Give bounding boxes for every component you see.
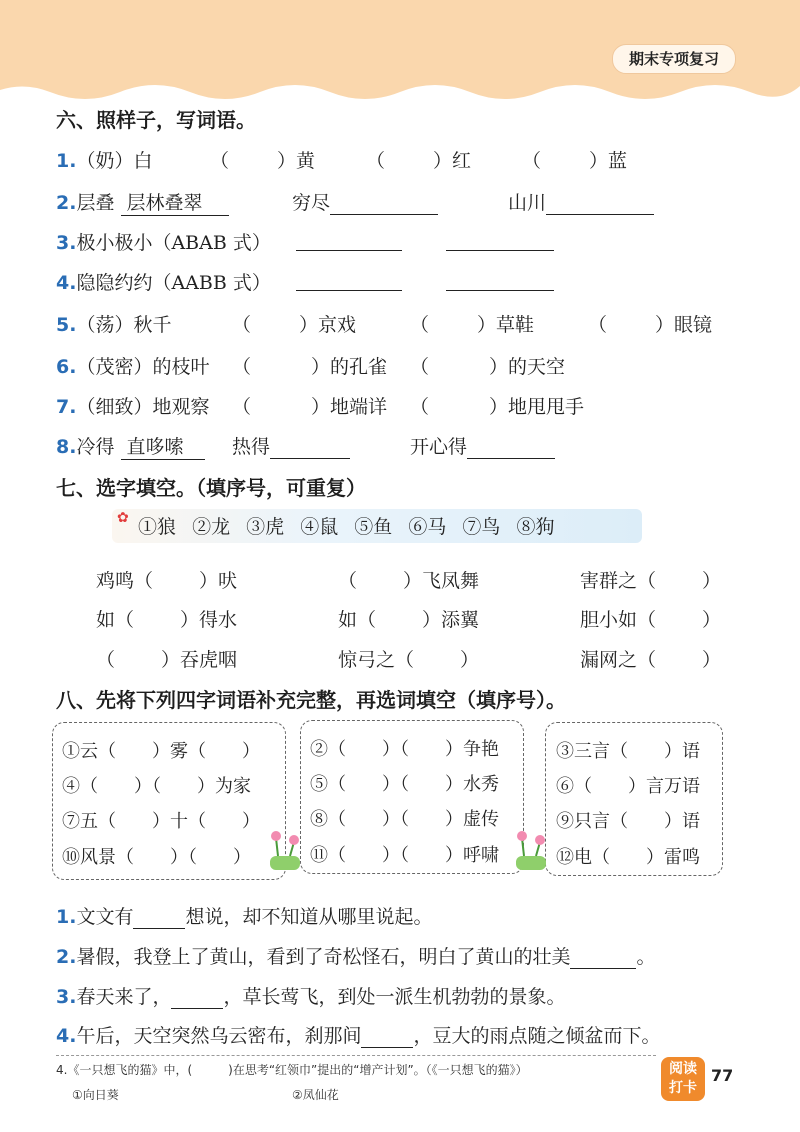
- idiom-item: [338, 605, 479, 632]
- idiom-item: [96, 566, 237, 593]
- idiom-item: [580, 566, 721, 593]
- idiom-item: [338, 645, 479, 672]
- text: 暑假，我登上了黄山，看到了奇松怪石，明白了黄山的壮美: [76, 946, 571, 968]
- text: ）: [702, 609, 722, 631]
- s6-r2-b: [292, 188, 438, 215]
- item-number: 2.: [56, 192, 77, 214]
- answer-blank[interactable]: [296, 270, 402, 291]
- word: 隐隐约约（AABB 式）: [76, 272, 271, 294]
- idiom-item: [580, 605, 721, 632]
- s6-r1-d: [522, 146, 627, 173]
- idiom-entry: ⑫电（ ）雷鸣: [556, 847, 700, 868]
- word: 山川: [508, 192, 547, 214]
- s6-row-5: [56, 310, 171, 337]
- word: ）蓝: [589, 150, 628, 172]
- word: 极小极小（ABAB 式）: [76, 232, 271, 254]
- choice: ⑦鸟: [462, 516, 501, 538]
- item-number: 3.: [56, 986, 77, 1008]
- idiom-entry: ④（ ）（ ）为家: [62, 776, 251, 797]
- idiom-entry: ⑪（ ）（ ）呼啸: [310, 845, 499, 866]
- answer-blank[interactable]: [296, 230, 402, 251]
- word: 热得: [232, 436, 271, 458]
- s6-row-3: [56, 228, 271, 255]
- idiom-item: [338, 566, 479, 593]
- text: 春天来了，: [76, 986, 172, 1008]
- section-badge: 期末专项复习: [612, 44, 736, 74]
- answer-blank[interactable]: [270, 438, 350, 459]
- text: ，豆大的雨点随之倾盆而下。: [413, 1025, 661, 1047]
- s6-r6-b: [232, 352, 387, 379]
- paren-open: （: [232, 356, 252, 378]
- paren-open: （: [232, 314, 252, 336]
- idiom-entry: ⑥（ ）言万语: [556, 776, 700, 797]
- text: ）添翼: [422, 609, 480, 631]
- choice: ②龙: [192, 516, 231, 538]
- item-number: 4.: [56, 1025, 77, 1047]
- text: ）得水: [180, 609, 238, 631]
- choice: ③虎: [246, 516, 285, 538]
- answer-blank[interactable]: [446, 270, 554, 291]
- idiom-entry: ⑦五（ ）十（ ）: [62, 811, 260, 832]
- choice: ④鼠: [300, 516, 339, 538]
- s6-r5-b: [232, 310, 356, 337]
- answer-blank[interactable]: [546, 194, 654, 215]
- answer-blank[interactable]: [171, 988, 223, 1009]
- paren-open: （: [210, 150, 230, 172]
- idiom-entry: ②（ ）（ ）争艳: [310, 739, 499, 760]
- word: 层叠: [76, 192, 115, 214]
- paren-open: （: [410, 396, 430, 418]
- idiom-entry: ③三言（ ）语: [556, 741, 700, 762]
- word: ）的天空: [489, 356, 566, 378]
- answer-blank[interactable]: [570, 948, 636, 969]
- text: 漏网之（: [580, 649, 657, 671]
- reading-option-1[interactable]: ①向日葵: [72, 1088, 119, 1102]
- paren-open: （: [410, 314, 430, 336]
- item-number: 7.: [56, 396, 77, 418]
- reading-question: 4.《一只想飞的猫》中，( )在思考“红领巾”提出的“增产计划”。（《一只想飞的猫》）: [56, 1063, 528, 1077]
- example: （茂密）的枝叶: [76, 356, 210, 378]
- word: ）京戏: [299, 314, 357, 336]
- item-number: 4.: [56, 272, 77, 294]
- example: （荡）秋千: [76, 314, 172, 336]
- s6-r7-b: [232, 392, 387, 419]
- word: ）地甩甩手: [489, 396, 585, 418]
- word: ）黄: [277, 150, 316, 172]
- fill-sentence-4: [56, 1021, 660, 1048]
- text: 想说，却不知道从哪里说起。: [185, 906, 433, 928]
- answer-blank[interactable]: [361, 1027, 413, 1048]
- text: 害群之（: [580, 570, 657, 592]
- choice: ⑥马: [408, 516, 447, 538]
- s6-r8-c: [410, 432, 555, 459]
- word: ）地端详: [311, 396, 388, 418]
- choice: ①狼: [138, 516, 177, 538]
- reading-checkin-badge: [661, 1057, 705, 1101]
- paren-open: （: [410, 356, 430, 378]
- s6-row-1: [56, 146, 152, 173]
- text: （: [96, 649, 116, 671]
- s6-row-7: [56, 392, 209, 419]
- section-7-title: 七、选字填空。（填序号，可重复）: [56, 476, 366, 500]
- s6-row-4: [56, 268, 271, 295]
- answer-blank[interactable]: [446, 230, 554, 251]
- word: ）草鞋: [477, 314, 535, 336]
- text: ）: [702, 570, 722, 592]
- fill-sentence-1: [56, 902, 432, 929]
- paren-open: （: [366, 150, 386, 172]
- section-8-title: 八、先将下列四字词语补充完整，再选词填空（填序号）。: [56, 688, 566, 712]
- idiom-entry: ①云（ ）雾（ ）: [62, 741, 260, 762]
- text: 如（: [96, 609, 135, 631]
- idiom-entry: ⑤（ ）（ ）水秀: [310, 774, 499, 795]
- s6-row-2: [56, 188, 229, 216]
- fill-sentence-3: [56, 982, 565, 1009]
- choice: ⑤鱼: [354, 516, 393, 538]
- s6-r1-c: [366, 146, 471, 173]
- idiom-item: [96, 605, 237, 632]
- paren-open: （: [588, 314, 608, 336]
- idiom-entry: ⑧（ ）（ ）虚传: [310, 809, 499, 830]
- item-number: 5.: [56, 314, 77, 336]
- s6-r1-b: [210, 146, 315, 173]
- example: （细致）地观察: [76, 396, 210, 418]
- s6-r5-d: [588, 310, 712, 337]
- word: 开心得: [410, 436, 468, 458]
- text: 文文有: [76, 906, 134, 928]
- example-answer: 直哆嗦: [121, 432, 205, 460]
- idiom-item: [580, 645, 721, 672]
- choice: ⑧狗: [516, 516, 555, 538]
- item-number: 1.: [56, 150, 77, 172]
- word: ）的孔雀: [311, 356, 388, 378]
- s6-r5-c: [410, 310, 534, 337]
- word: ）眼镜: [655, 314, 713, 336]
- word: 穷尽: [292, 192, 331, 214]
- item-number: 6.: [56, 356, 77, 378]
- idiom-item: [96, 645, 237, 672]
- text: 胆小如（: [580, 609, 657, 631]
- s6-row-8: [56, 432, 205, 460]
- s6-r7-c: [410, 392, 584, 419]
- idiom-entry: ⑨只言（ ）语: [556, 811, 700, 832]
- badge-line: 打卡: [669, 1080, 697, 1096]
- text: 惊弓之（: [338, 649, 415, 671]
- answer-blank[interactable]: [467, 438, 555, 459]
- answer-blank[interactable]: [330, 194, 438, 215]
- item-number: 2.: [56, 946, 77, 968]
- reading-option-2[interactable]: ②凤仙花: [292, 1088, 339, 1102]
- example: （奶）白: [76, 150, 153, 172]
- text: ）: [702, 649, 722, 671]
- text: ）吞虎咽: [161, 649, 238, 671]
- badge-line: 阅读: [669, 1061, 697, 1077]
- answer-blank[interactable]: [133, 908, 185, 929]
- text: ）飞凤舞: [403, 570, 480, 592]
- flower-icon: [508, 826, 554, 876]
- word: 冷得: [76, 436, 115, 458]
- text: 如（: [338, 609, 377, 631]
- s6-r8-b: [232, 432, 350, 459]
- choice-list: [138, 512, 564, 539]
- flower-icon: ✿: [117, 510, 129, 526]
- text: 鸡鸣（: [96, 570, 154, 592]
- footer-divider: [56, 1055, 656, 1056]
- item-number: 8.: [56, 436, 77, 458]
- idiom-entry: ⑩风景（ ）（ ）: [62, 847, 251, 868]
- text: ，草长莺飞，到处一派生机勃勃的景象。: [223, 986, 566, 1008]
- paren-open: （: [232, 396, 252, 418]
- s6-row-6: [56, 352, 209, 379]
- item-number: 3.: [56, 232, 77, 254]
- item-number: 1.: [56, 906, 77, 928]
- section-6-title: 六、照样子，写词语。: [56, 108, 256, 132]
- text: （: [338, 570, 358, 592]
- text: ）吠: [199, 570, 238, 592]
- paren-open: （: [522, 150, 542, 172]
- page-number: 77: [711, 1066, 734, 1085]
- text: ）: [460, 649, 480, 671]
- s6-r6-c: [410, 352, 565, 379]
- flower-icon: [262, 826, 308, 876]
- word: ）红: [433, 150, 472, 172]
- s6-r2-c: [508, 188, 654, 215]
- text: 午后，天空突然乌云密布，刹那间: [76, 1025, 362, 1047]
- text: 。: [636, 946, 656, 968]
- example-answer: 层林叠翠: [121, 188, 229, 216]
- fill-sentence-2: [56, 942, 655, 969]
